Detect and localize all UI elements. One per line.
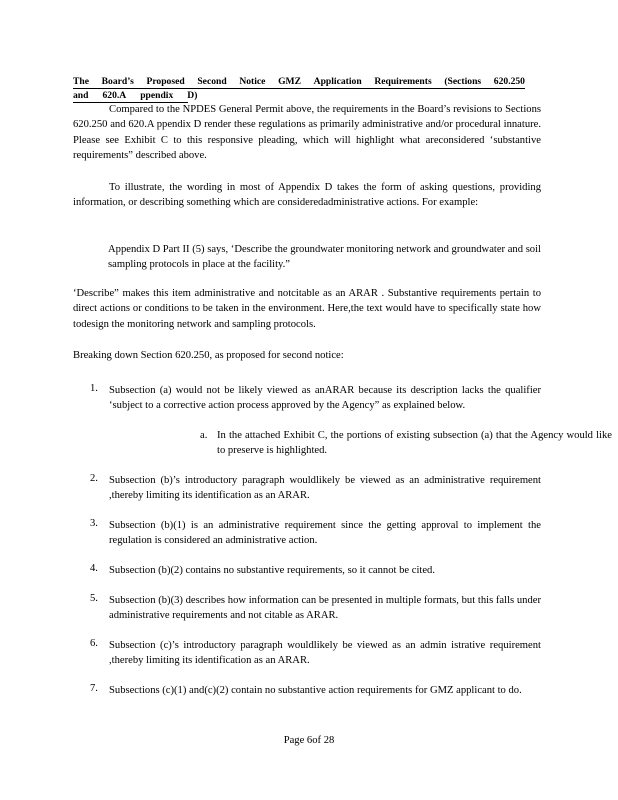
heading-line-2	[73, 89, 198, 103]
heading-word: Second	[197, 76, 227, 87]
sub-list-text: In the attached Exhibit C, the portions of existing subsection (a) that the Agency would like to preserve is highlighted.	[217, 430, 612, 456]
heading-word: (Sections	[444, 76, 482, 87]
list-text: Subsection (b)’s introductory paragraph wouldlikely be viewed as an administrative requirement ,thereby limiting its identification as an ARAR.	[109, 475, 541, 501]
heading-line-1	[73, 75, 525, 89]
list-text: Subsection (b)(2) contains no substantive requirements, so it cannot be cited.	[109, 565, 435, 576]
list-text: Subsection (b)(3) describes how information can be presented in multiple formats, but this falls under administrative requirements and not citable as ARAR.	[109, 595, 541, 621]
heading-word: 620.250	[493, 76, 525, 87]
list-text: Subsection (b)(1) is an administrative requirement since the getting approval to implement the regulation is considered an administrative action.	[109, 520, 541, 546]
block-quote: Appendix D Part II (5) says, ‘Describe the groundwater monitoring network and groundwater and soil sampling protocols in place at the facility.”	[108, 244, 541, 271]
section-heading	[73, 75, 525, 103]
paragraph-illustrate: To illustrate, the wording in most of Appendix D takes the form of asking questions, providing information, or describing something which are consideredadministrative actions. For example:	[73, 182, 541, 209]
list-number: 7.	[90, 683, 98, 694]
paragraph-breaking-down: Breaking down Section 620.250, as proposed for second notice:	[73, 350, 344, 361]
heading-word: Board’s	[101, 76, 134, 87]
list-number: 1.	[90, 383, 98, 394]
list-number: 6.	[90, 638, 98, 649]
heading-word: Notice	[239, 76, 266, 87]
list-text: Subsections (c)(1) and(c)(2) contain no substantive action requirements for GMZ applicant to do.	[109, 685, 522, 696]
list-number: 2.	[90, 473, 98, 484]
paragraph-describe: ‘Describe” makes this item administrative and notcitable as an ARAR . Substantive requirements pertain to direct actions or conditions to be taken in the environment. Here,the text would have to specifically state how todesign the monitoring network and sampling protocols.	[73, 288, 541, 330]
heading-word: Application	[313, 76, 362, 87]
heading-word: 620.A	[102, 90, 127, 101]
paragraph-compared: Compared to the NPDES General Permit above, the requirements in the Board’s revisions to Sections 620.250 and 620.A ppendix D render these regulations as primarily administrative and/or procedural innature. Please see Exhibit C to this responsive pleading, which will highlight what areconsidered ‘substantive requirements” described above.	[73, 104, 541, 161]
heading-word: D)	[187, 90, 198, 101]
page-number-footer: Page 6of 28	[283, 735, 335, 746]
list-number: 3.	[90, 518, 98, 529]
sub-list-label: a.	[200, 430, 208, 441]
list-number: 5.	[90, 593, 98, 604]
heading-word: ppendix	[140, 90, 174, 101]
list-text: Subsection (a) would not be likely viewed as anARAR because its description lacks the qualifier ‘subject to a corrective action process approved by the Agency” as explained below.	[109, 385, 541, 411]
heading-word: and	[73, 90, 89, 101]
heading-word: Proposed	[146, 76, 185, 87]
heading-word: The	[73, 76, 89, 87]
heading-word: Requirements	[374, 76, 432, 87]
list-number: 4.	[90, 563, 98, 574]
heading-word: GMZ	[278, 76, 302, 87]
list-text: Subsection (c)’s introductory paragraph wouldlikely be viewed as an admin istrative requirement ,thereby limiting its identification as an ARAR.	[109, 640, 541, 666]
